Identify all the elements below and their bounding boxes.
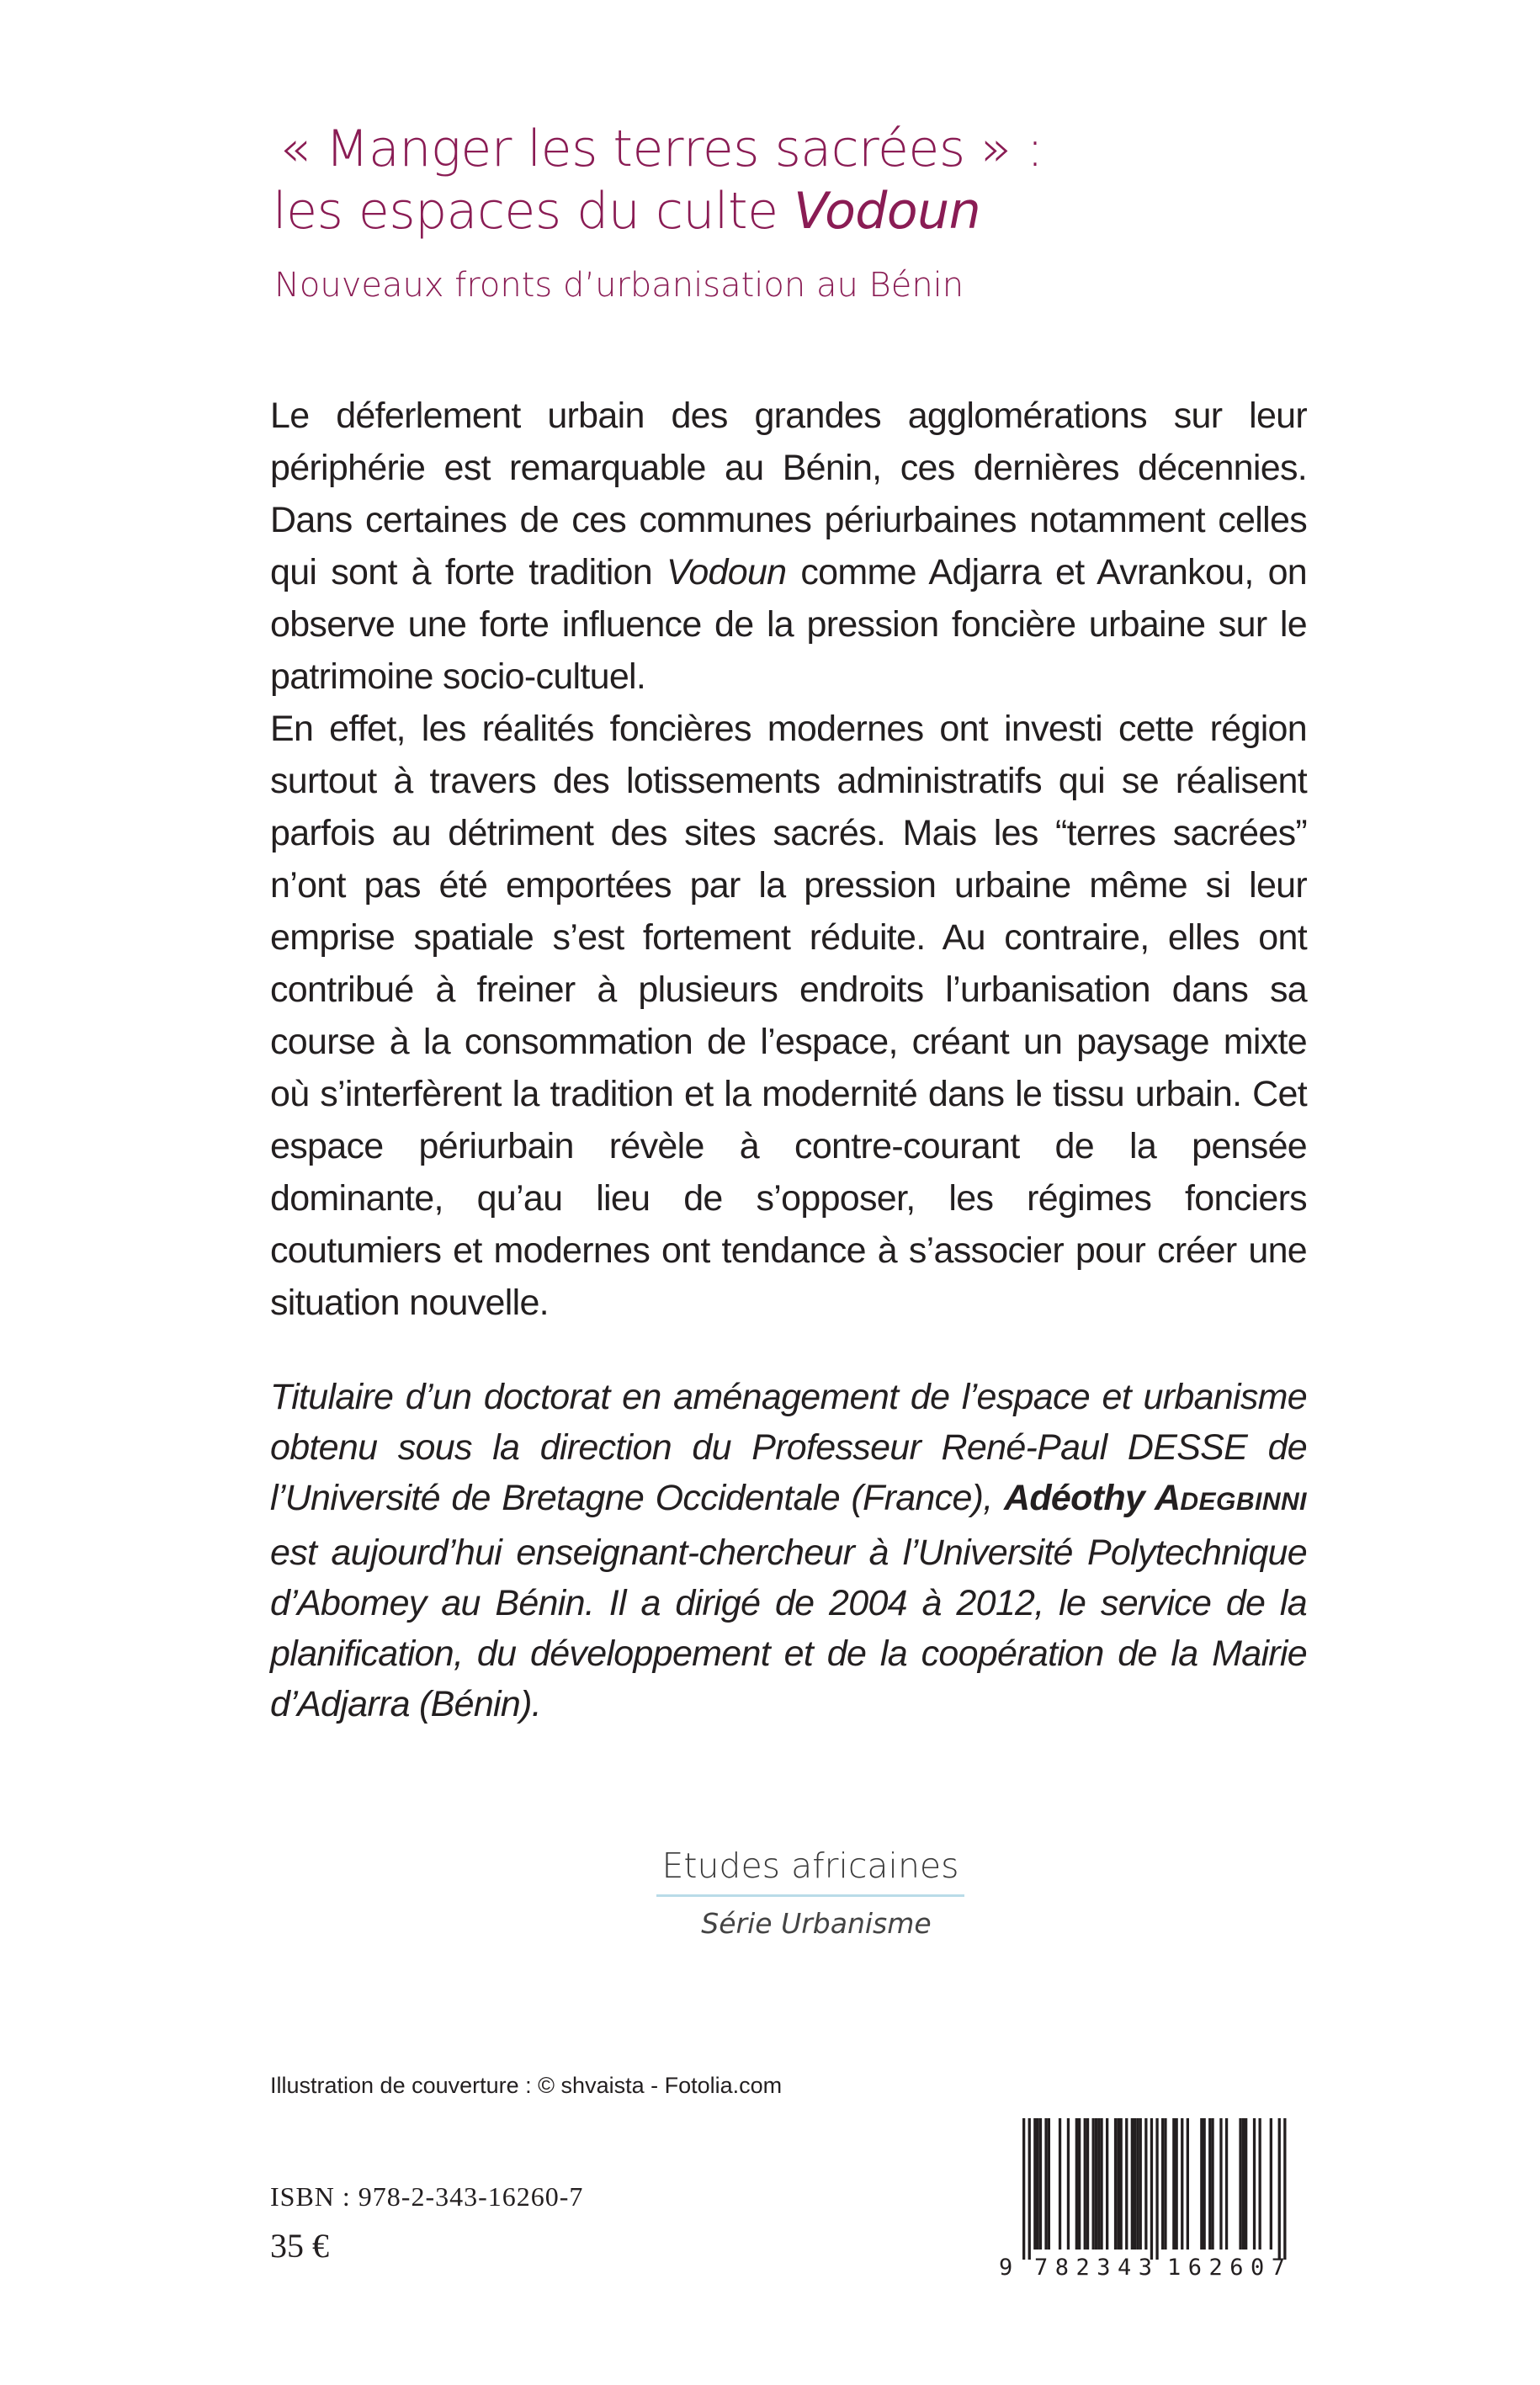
barcode-bar xyxy=(1022,2118,1025,2260)
barcode-bar xyxy=(1097,2118,1100,2250)
barcode-bar xyxy=(1150,2118,1153,2260)
summary-p1-text-a: Le déferlement urbain des grandes agglomérations sur leur périphérie est remarquable au Bénin, ces dernières décennies. Dans certaines de ces communes périurbaines notamment celles qui sont à forte tradition xyxy=(270,396,1307,592)
barcode-bar xyxy=(1114,2118,1117,2250)
barcode-bar xyxy=(1067,2118,1070,2250)
barcode-bar xyxy=(1181,2118,1183,2250)
bio-text-b: est aujourd’hui enseignant-chercheur à l’Université Polytechnique d’Abomey au Bénin. Il a dirigé de 2004 à 2012, le service de la planification, du développement et de la coopération de la Mairie d’Adjarra (Bénin). xyxy=(270,1532,1307,1724)
series-subseries: Série Urbanisme xyxy=(701,1907,932,1940)
barcode-bar xyxy=(1242,2118,1245,2250)
barcode-bar xyxy=(1100,2118,1102,2250)
barcode-bar xyxy=(1161,2118,1164,2250)
barcode-bar xyxy=(1187,2118,1189,2250)
barcode-bar xyxy=(1211,2118,1213,2250)
book-title xyxy=(273,118,1367,242)
barcode-bar xyxy=(1037,2118,1039,2250)
barcode-bar xyxy=(1048,2118,1050,2250)
barcode xyxy=(997,2118,1309,2278)
barcode-bar xyxy=(1039,2118,1042,2250)
author-name xyxy=(1004,1478,1307,1518)
barcode-bar xyxy=(1136,2118,1139,2250)
barcode-bar xyxy=(1239,2118,1241,2250)
barcode-bar xyxy=(1208,2118,1211,2250)
barcode-bars xyxy=(1022,2118,1287,2260)
barcode-digit-first: 9 xyxy=(999,2255,1013,2278)
series-name: Etudes africaines xyxy=(656,1846,964,1897)
barcode-digits-left: 782343 xyxy=(1034,2255,1152,2278)
author-bio xyxy=(270,1372,1307,1729)
barcode-bar xyxy=(1092,2118,1095,2250)
barcode-bar xyxy=(1203,2118,1206,2250)
cover-credit: Illustration de couverture : © shvaista - Fotolia.com xyxy=(270,2073,783,2098)
series-block xyxy=(0,1846,1540,1940)
bio-text-a: Titulaire d’un doctorat en aménagement de l’espace et urbanisme obtenu sous la direction du Professeur René-Paul DESSE de l’Université de Bretagne Occidentale (France), xyxy=(270,1377,1307,1518)
barcode-bar xyxy=(1120,2118,1123,2250)
barcode-bar xyxy=(1219,2118,1222,2250)
barcode-bar xyxy=(1245,2118,1247,2250)
summary-paragraph-2: En effet, les réalités foncières modernes ont investi cette région surtout à travers des lotissements administratifs qui se réalisent parfois au détriment des sites sacrés. Mais les “terres sacrées” n’ont pas été emportées par la pression urbaine même si leur emprise spatiale s’est fortement réduite. Au contraire, elles ont contribué à freiner à plusieurs endroits l’urbanisation dans sa course à la consommation de l’espace, créant un paysage mixte où s’interfèrent la tradition et la modernité dans le tissu urbain. Cet espace périurbain révèle à contre-courant de la pensée dominante, qu’au lieu de s’opposer, les régimes fonciers coutumiers et modernes ont tendance à s’associer pour créer une situation nouvelle. xyxy=(270,709,1307,1323)
title-line-1: « Manger les terres sacrées » : xyxy=(279,120,1043,178)
barcode-bar xyxy=(1086,2118,1089,2250)
barcode-bar xyxy=(1117,2118,1119,2250)
barcode-bar xyxy=(1278,2118,1281,2260)
barcode-bar xyxy=(1225,2118,1228,2250)
price: 35 € xyxy=(270,2227,329,2265)
barcode-bar xyxy=(1172,2118,1175,2250)
barcode-bar xyxy=(1155,2118,1158,2260)
barcode-bar xyxy=(1095,2118,1097,2250)
barcode-bar xyxy=(1028,2118,1031,2260)
summary-p1-italic: Vodoun xyxy=(666,552,787,592)
barcode-bar xyxy=(1270,2118,1272,2250)
barcode-bar xyxy=(1125,2118,1128,2250)
barcode-bar xyxy=(1131,2118,1134,2250)
barcode-bar xyxy=(1253,2118,1256,2250)
barcode-bar xyxy=(1059,2118,1061,2250)
author-name-smallcaps: DEGBINNI xyxy=(1180,1488,1308,1516)
author-name-first: Adéothy A xyxy=(1004,1478,1181,1518)
barcode-bar xyxy=(1144,2118,1147,2250)
title-line-2-text: les espaces du culte xyxy=(273,182,794,241)
barcode-bar xyxy=(1164,2118,1166,2250)
title-line-2 xyxy=(273,180,1367,242)
barcode-bar xyxy=(1033,2118,1036,2250)
summary-paragraph-1 xyxy=(270,390,1307,703)
barcode-bar xyxy=(1078,2118,1081,2250)
summary-p1-text-b: comme Adjarra et Avrankou, on observe une forte influence de la pression foncière urbaine sur le patrimoine socio-cultuel. xyxy=(270,552,1307,697)
barcode-bar xyxy=(1283,2118,1286,2260)
barcode-bar xyxy=(1084,2118,1086,2250)
barcode-digits-right: 162607 xyxy=(1167,2255,1285,2278)
barcode-bar xyxy=(1259,2118,1261,2250)
title-italic-word: Vodoun xyxy=(794,182,981,241)
book-subtitle: Nouveaux fronts d’urbanisation au Bénin xyxy=(274,266,964,305)
barcode-bar xyxy=(1044,2118,1047,2250)
summary-text xyxy=(270,390,1307,1329)
isbn: ISBN : 978-2-343-16260-7 xyxy=(270,2181,584,2212)
barcode-bar xyxy=(1134,2118,1136,2250)
barcode-bar xyxy=(1176,2118,1178,2250)
barcode-bar xyxy=(1139,2118,1142,2250)
barcode-bar xyxy=(1200,2118,1203,2250)
barcode-bar xyxy=(1075,2118,1078,2250)
barcode-bar xyxy=(1106,2118,1108,2250)
